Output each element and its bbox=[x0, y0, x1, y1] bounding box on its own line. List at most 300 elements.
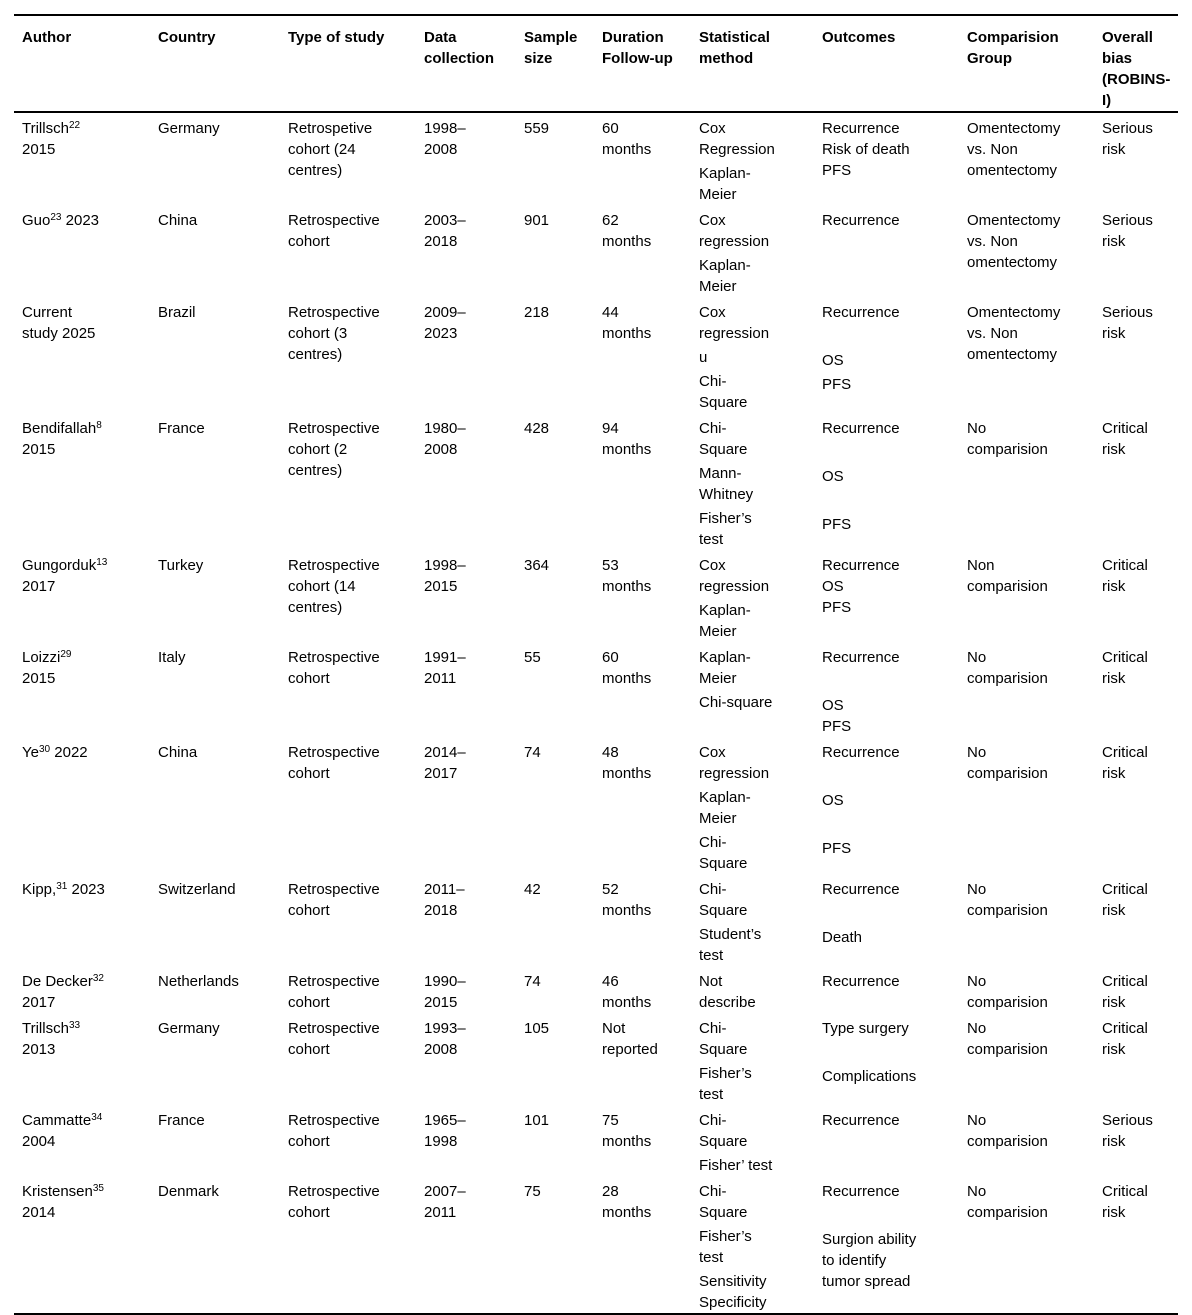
cell-line: 2015 bbox=[22, 670, 56, 687]
cell-paragraph bbox=[822, 374, 953, 395]
cell-line: comparision bbox=[967, 902, 1048, 919]
cell-overall-bias bbox=[1094, 1105, 1178, 1176]
cell-country bbox=[150, 737, 280, 874]
cell-paragraph bbox=[158, 1181, 274, 1202]
cell-paragraph bbox=[967, 1181, 1088, 1223]
cell-author bbox=[14, 1176, 150, 1314]
cell-paragraph bbox=[699, 600, 808, 642]
cell-line: centres) bbox=[288, 346, 343, 363]
cell-line: Recurrence bbox=[822, 557, 900, 574]
cell-line: 1965– bbox=[424, 1112, 466, 1129]
cell-line: 52 bbox=[602, 881, 619, 898]
cell-comparison-group bbox=[959, 1013, 1094, 1105]
cell-outcomes bbox=[814, 966, 959, 1013]
cell-line: Meier bbox=[699, 670, 737, 687]
header-data-collection bbox=[416, 15, 516, 112]
cell-line: risk bbox=[1102, 141, 1126, 158]
cell-paragraph bbox=[288, 210, 410, 252]
cell-paragraph bbox=[822, 742, 953, 763]
cell-paragraph bbox=[822, 1018, 953, 1039]
cell-line: 2015 bbox=[424, 578, 458, 595]
cell-data-collection bbox=[416, 1176, 516, 1314]
cell-line: Fisher’s bbox=[699, 1228, 752, 1245]
cell-paragraph bbox=[699, 787, 808, 829]
cell-paragraph bbox=[1102, 210, 1172, 252]
cell-data-collection bbox=[416, 1013, 516, 1105]
cell-sample-size bbox=[516, 1105, 594, 1176]
cell-line: Not bbox=[602, 1020, 626, 1037]
cell-line: Recurrence bbox=[822, 1183, 900, 1200]
cell-paragraph bbox=[822, 838, 953, 859]
cell-line: Loizzi$^{29}$ bbox=[22, 649, 72, 666]
cell-line: Trillsch$^{33}$ bbox=[22, 1020, 81, 1037]
header-statistical-method bbox=[691, 15, 814, 112]
cell-paragraph bbox=[699, 302, 808, 344]
cell-line: Chi- bbox=[699, 373, 727, 390]
cell-line: Critical bbox=[1102, 973, 1148, 990]
cell-paragraph bbox=[699, 463, 808, 505]
cell-paragraph bbox=[822, 555, 953, 618]
cell-line: centres) bbox=[288, 462, 343, 479]
cell-paragraph bbox=[1102, 1181, 1172, 1223]
cell-paragraph bbox=[1102, 418, 1172, 460]
cell-line: 44 bbox=[602, 304, 619, 321]
cell-study-type bbox=[280, 1105, 416, 1176]
cell-line: Non bbox=[967, 557, 995, 574]
cell-line: PFS bbox=[822, 840, 852, 857]
cell-paragraph bbox=[967, 210, 1088, 273]
cell-author bbox=[14, 205, 150, 297]
cell-paragraph bbox=[288, 971, 410, 1013]
cell-paragraph bbox=[822, 302, 953, 323]
cell-duration-follow-up bbox=[594, 642, 691, 737]
cell-line: vs. Non bbox=[967, 325, 1018, 342]
cell-line: Cox bbox=[699, 557, 726, 574]
cell-duration-follow-up bbox=[594, 1105, 691, 1176]
cell-line: Critical bbox=[1102, 649, 1148, 666]
cell-paragraph bbox=[602, 647, 685, 689]
cell-paragraph bbox=[967, 742, 1088, 784]
cell-line: regression bbox=[699, 765, 770, 782]
cell-paragraph bbox=[602, 118, 685, 160]
cell-line: Critical bbox=[1102, 1020, 1148, 1037]
header-line: Comparision bbox=[967, 29, 1059, 46]
cell-line bbox=[822, 1042, 953, 1063]
cell-line: Guo$^{23}$ 2023 bbox=[22, 212, 100, 229]
cell-paragraph bbox=[22, 971, 144, 1013]
cell-line: Retrospective bbox=[288, 212, 380, 229]
cell-statistical-method bbox=[691, 966, 814, 1013]
cell-line: Square bbox=[699, 902, 748, 919]
cell-paragraph bbox=[822, 118, 953, 181]
header-line: Overall bbox=[1102, 29, 1153, 46]
cell-study-type bbox=[280, 297, 416, 413]
cell-line: regression bbox=[699, 578, 770, 595]
cell-paragraph bbox=[158, 647, 274, 668]
cell-line: omentectomy bbox=[967, 162, 1058, 179]
cell-paragraph bbox=[699, 163, 808, 205]
cell-paragraph bbox=[22, 418, 144, 460]
cell-line: cohort bbox=[288, 1041, 330, 1058]
cell-comparison-group bbox=[959, 966, 1094, 1013]
cell-line: months bbox=[602, 902, 652, 919]
cell-line: comparision bbox=[967, 1204, 1048, 1221]
header-line: Author bbox=[22, 29, 72, 46]
cell-paragraph bbox=[699, 371, 808, 413]
cell-line: 2011– bbox=[424, 881, 465, 898]
cell-author bbox=[14, 966, 150, 1013]
header-line: Duration bbox=[602, 29, 664, 46]
cell-paragraph bbox=[602, 879, 685, 921]
reference-superscript: 23 bbox=[50, 212, 62, 223]
cell-comparison-group bbox=[959, 1105, 1094, 1176]
cell-paragraph bbox=[288, 1110, 410, 1152]
cell-paragraph bbox=[822, 1181, 953, 1202]
cell-outcomes bbox=[814, 1176, 959, 1314]
cell-comparison-group bbox=[959, 737, 1094, 874]
cell-overall-bias bbox=[1094, 737, 1178, 874]
cell-line: No bbox=[967, 881, 987, 898]
cell-line: regression bbox=[699, 325, 770, 342]
cell-paragraph bbox=[22, 742, 144, 763]
cell-outcomes bbox=[814, 297, 959, 413]
cell-line: months bbox=[602, 441, 652, 458]
cell-comparison-group bbox=[959, 1176, 1094, 1314]
cell-paragraph bbox=[22, 118, 144, 160]
cell-statistical-method bbox=[691, 297, 814, 413]
cell-line: 46 bbox=[602, 973, 619, 990]
cell-line: months bbox=[602, 325, 652, 342]
cell-paragraph bbox=[699, 508, 808, 550]
cell-statistical-method bbox=[691, 550, 814, 642]
cell-line bbox=[822, 1205, 953, 1226]
cell-line: PFS bbox=[822, 599, 852, 616]
cell-sample-size bbox=[516, 297, 594, 413]
cell-line: Retrospective bbox=[288, 304, 380, 321]
cell-line: Retrospective bbox=[288, 649, 380, 666]
cell-paragraph bbox=[424, 302, 510, 344]
cell-paragraph bbox=[699, 118, 808, 160]
reference-superscript: 34 bbox=[91, 1112, 103, 1123]
cell-line: omentectomy bbox=[967, 346, 1058, 363]
cell-line: Meier bbox=[699, 810, 737, 827]
cell-duration-follow-up bbox=[594, 966, 691, 1013]
cell-line: Cox bbox=[699, 304, 726, 321]
cell-line: Retrospective bbox=[288, 1020, 380, 1037]
cell-line: Retrospetive bbox=[288, 120, 373, 137]
cell-paragraph bbox=[158, 418, 274, 439]
cell-line: Bendifallah$^8$ bbox=[22, 420, 102, 437]
cell-line: 75 bbox=[524, 1183, 541, 1200]
cell-paragraph bbox=[158, 971, 274, 992]
cell-line: centres) bbox=[288, 599, 343, 616]
cell-line: test bbox=[699, 1086, 724, 1103]
cell-line: Chi- bbox=[699, 1112, 727, 1129]
cell-outcomes bbox=[814, 1013, 959, 1105]
cell-line: 1998 bbox=[424, 1133, 458, 1150]
cell-paragraph bbox=[822, 1205, 953, 1226]
cell-paragraph bbox=[424, 647, 510, 689]
cell-statistical-method bbox=[691, 642, 814, 737]
cell-line: 2017 bbox=[22, 994, 56, 1011]
cell-line: regression bbox=[699, 233, 770, 250]
cell-line: 2014– bbox=[424, 744, 466, 761]
table-row bbox=[14, 874, 1178, 966]
cell-line: comparision bbox=[967, 1133, 1048, 1150]
cell-overall-bias bbox=[1094, 874, 1178, 966]
cell-comparison-group bbox=[959, 413, 1094, 550]
header-line: Outcomes bbox=[822, 29, 896, 46]
cell-duration-follow-up bbox=[594, 1013, 691, 1105]
cell-line: OS bbox=[822, 468, 844, 485]
cell-line: 2018 bbox=[424, 902, 458, 919]
cell-country bbox=[150, 966, 280, 1013]
cell-line: Denmark bbox=[158, 1183, 219, 1200]
cell-line: 28 bbox=[602, 1183, 619, 1200]
cell-paragraph bbox=[424, 1018, 510, 1060]
cell-paragraph bbox=[288, 118, 410, 181]
cell-line: Retrospective bbox=[288, 744, 380, 761]
cell-line: months bbox=[602, 765, 652, 782]
cell-paragraph bbox=[288, 555, 410, 618]
cell-overall-bias bbox=[1094, 413, 1178, 550]
cell-line: risk bbox=[1102, 765, 1126, 782]
cell-paragraph bbox=[699, 1271, 808, 1313]
cell-line: Critical bbox=[1102, 881, 1148, 898]
cell-overall-bias bbox=[1094, 1013, 1178, 1105]
cell-paragraph bbox=[967, 1110, 1088, 1152]
cell-line: study 2025 bbox=[22, 325, 96, 342]
cell-line: Retrospective bbox=[288, 1112, 380, 1129]
cell-line: cohort bbox=[288, 765, 330, 782]
cell-line: No bbox=[967, 1183, 987, 1200]
cell-paragraph bbox=[699, 1181, 808, 1223]
cell-line: Cox bbox=[699, 120, 726, 137]
header-row bbox=[14, 15, 1178, 112]
cell-overall-bias bbox=[1094, 550, 1178, 642]
cell-line: 2018 bbox=[424, 233, 458, 250]
cell-line: risk bbox=[1102, 670, 1126, 687]
cell-line: PFS bbox=[822, 162, 852, 179]
cell-paragraph bbox=[1102, 1018, 1172, 1060]
cell-sample-size bbox=[516, 112, 594, 205]
cell-line: to identify bbox=[822, 1252, 887, 1269]
cell-paragraph bbox=[602, 1018, 685, 1060]
cell-outcomes bbox=[814, 550, 959, 642]
cell-line: Risk of death bbox=[822, 141, 910, 158]
cell-line: Recurrence bbox=[822, 649, 900, 666]
cell-author bbox=[14, 413, 150, 550]
cell-line bbox=[822, 766, 953, 787]
table-row bbox=[14, 1013, 1178, 1105]
cell-sample-size bbox=[516, 1176, 594, 1314]
cell-study-type bbox=[280, 1013, 416, 1105]
cell-country bbox=[150, 205, 280, 297]
reference-superscript: 33 bbox=[68, 1020, 81, 1031]
cell-data-collection bbox=[416, 642, 516, 737]
table-row bbox=[14, 737, 1178, 874]
cell-line: months bbox=[602, 141, 652, 158]
cell-line: PFS bbox=[822, 718, 852, 735]
cell-line: Critical bbox=[1102, 744, 1148, 761]
cell-country bbox=[150, 874, 280, 966]
cell-line: risk bbox=[1102, 441, 1126, 458]
cell-line: 2004 bbox=[22, 1133, 56, 1150]
cell-country bbox=[150, 1105, 280, 1176]
cell-line: risk bbox=[1102, 1041, 1126, 1058]
table-row bbox=[14, 1105, 1178, 1176]
cell-statistical-method bbox=[691, 205, 814, 297]
cell-author bbox=[14, 1105, 150, 1176]
cell-line: 2008 bbox=[424, 441, 458, 458]
cell-paragraph bbox=[288, 647, 410, 689]
cell-line: Italy bbox=[158, 649, 186, 666]
cell-paragraph bbox=[288, 879, 410, 921]
cell-paragraph bbox=[699, 555, 808, 597]
cell-line: OS bbox=[822, 578, 844, 595]
cell-line: Type surgery bbox=[822, 1020, 909, 1037]
cell-paragraph bbox=[524, 647, 588, 668]
cell-line: 60 bbox=[602, 120, 619, 137]
cell-paragraph bbox=[822, 790, 953, 811]
cell-line: Fisher’ test bbox=[699, 1157, 773, 1174]
cell-comparison-group bbox=[959, 297, 1094, 413]
cell-line: Mann- bbox=[699, 465, 742, 482]
cell-statistical-method bbox=[691, 112, 814, 205]
cell-line: 105 bbox=[524, 1020, 550, 1037]
cell-line: 2011 bbox=[424, 670, 457, 687]
cell-line: Chi- bbox=[699, 881, 727, 898]
cell-line: tumor spread bbox=[822, 1273, 911, 1290]
cell-line bbox=[822, 671, 953, 692]
cell-paragraph bbox=[158, 879, 274, 900]
cell-country bbox=[150, 550, 280, 642]
cell-statistical-method bbox=[691, 1176, 814, 1314]
header-duration-follow-up bbox=[594, 15, 691, 112]
cell-line: 55 bbox=[524, 649, 541, 666]
cell-paragraph bbox=[524, 742, 588, 763]
cell-overall-bias bbox=[1094, 297, 1178, 413]
cell-line: Student’s bbox=[699, 926, 762, 943]
cell-line: cohort bbox=[288, 994, 330, 1011]
cell-outcomes bbox=[814, 112, 959, 205]
cell-line: Retrospective bbox=[288, 881, 380, 898]
cell-line: 1998– bbox=[424, 557, 466, 574]
cell-line: 2017 bbox=[22, 578, 56, 595]
table-body bbox=[14, 112, 1178, 1314]
cell-line: Chi-square bbox=[699, 694, 773, 711]
cell-line: 62 bbox=[602, 212, 619, 229]
cell-line: Kaplan- bbox=[699, 257, 751, 274]
cell-paragraph bbox=[158, 210, 274, 231]
header-comparison-group bbox=[959, 15, 1094, 112]
cell-paragraph bbox=[699, 692, 808, 713]
cell-outcomes bbox=[814, 737, 959, 874]
cell-paragraph bbox=[22, 302, 144, 344]
cell-line: Trillsch$^{22}$ bbox=[22, 120, 81, 137]
cell-paragraph bbox=[524, 1181, 588, 1202]
cell-line: Recurrence bbox=[822, 973, 900, 990]
cell-line: 75 bbox=[602, 1112, 619, 1129]
cell-line: Meier bbox=[699, 623, 737, 640]
cell-line: 2013 bbox=[22, 1041, 56, 1058]
cell-line: Netherlands bbox=[158, 973, 239, 990]
cell-country bbox=[150, 1176, 280, 1314]
cell-line: 2008 bbox=[424, 1041, 458, 1058]
cell-study-type bbox=[280, 205, 416, 297]
cell-line: Omentectomy bbox=[967, 120, 1061, 137]
cell-line: risk bbox=[1102, 1133, 1126, 1150]
reference-superscript: 22 bbox=[68, 120, 81, 131]
cell-line: Complications bbox=[822, 1068, 917, 1085]
cell-paragraph bbox=[602, 971, 685, 1013]
cell-author bbox=[14, 642, 150, 737]
cell-country bbox=[150, 642, 280, 737]
cell-line: 74 bbox=[524, 744, 541, 761]
cell-line: vs. Non bbox=[967, 141, 1018, 158]
cell-line: OS bbox=[822, 792, 844, 809]
table-header bbox=[14, 15, 1178, 112]
cell-paragraph bbox=[822, 418, 953, 439]
cell-study-type bbox=[280, 112, 416, 205]
cell-line: Kaplan- bbox=[699, 649, 751, 666]
cell-paragraph bbox=[1102, 1110, 1172, 1152]
cell-line: PFS bbox=[822, 516, 852, 533]
cell-paragraph bbox=[822, 442, 953, 463]
cell-paragraph bbox=[822, 971, 953, 992]
cell-paragraph bbox=[967, 302, 1088, 365]
cell-paragraph bbox=[699, 418, 808, 460]
cell-sample-size bbox=[516, 550, 594, 642]
cell-line: 364 bbox=[524, 557, 550, 574]
cell-paragraph bbox=[967, 555, 1088, 597]
table-row bbox=[14, 550, 1178, 642]
cell-paragraph bbox=[699, 879, 808, 921]
header-outcomes bbox=[814, 15, 959, 112]
cell-author bbox=[14, 297, 150, 413]
cell-statistical-method bbox=[691, 874, 814, 966]
cell-line: 2023 bbox=[424, 325, 458, 342]
cell-paragraph bbox=[158, 302, 274, 323]
cell-paragraph bbox=[424, 418, 510, 460]
cell-author bbox=[14, 874, 150, 966]
header-line: bias bbox=[1102, 50, 1133, 67]
cell-paragraph bbox=[699, 1226, 808, 1268]
cell-line: risk bbox=[1102, 994, 1126, 1011]
cell-study-type bbox=[280, 642, 416, 737]
reference-superscript: 35 bbox=[92, 1183, 104, 1194]
cell-line: risk bbox=[1102, 325, 1126, 342]
cell-line: Square bbox=[699, 394, 748, 411]
cell-sample-size bbox=[516, 874, 594, 966]
cell-line: u bbox=[699, 349, 708, 366]
cell-line: Omentectomy bbox=[967, 304, 1061, 321]
cell-comparison-group bbox=[959, 112, 1094, 205]
cell-statistical-method bbox=[691, 413, 814, 550]
cell-line: 42 bbox=[524, 881, 541, 898]
header-line: Sample bbox=[524, 29, 578, 46]
table-row bbox=[14, 205, 1178, 297]
cell-line: Critical bbox=[1102, 557, 1148, 574]
header-line: I) bbox=[1102, 92, 1112, 109]
cell-line: 428 bbox=[524, 420, 550, 437]
cell-line: comparision bbox=[967, 765, 1048, 782]
cell-country bbox=[150, 1013, 280, 1105]
header-line: Follow-up bbox=[602, 50, 673, 67]
cell-line: months bbox=[602, 1133, 652, 1150]
cell-line: 2011 bbox=[424, 1204, 457, 1221]
cell-paragraph bbox=[602, 302, 685, 344]
